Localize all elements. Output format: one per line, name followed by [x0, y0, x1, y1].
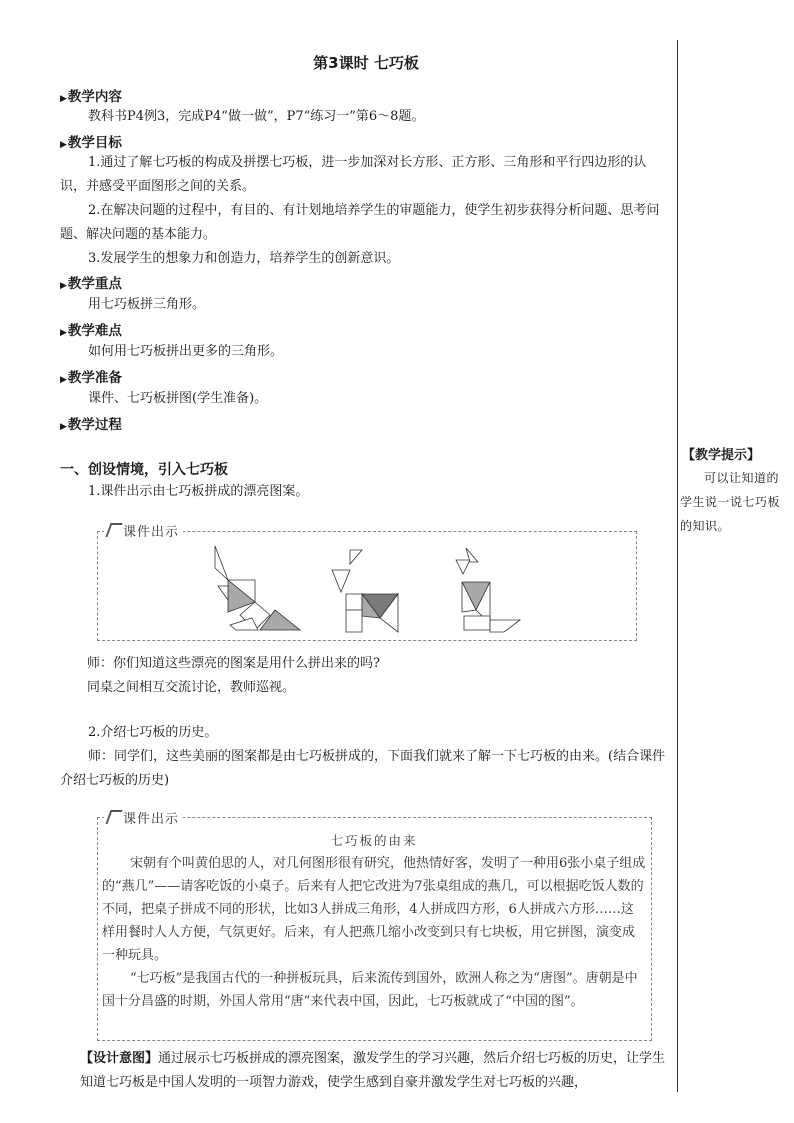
tangram-figure-2	[332, 550, 398, 632]
difficulty-text: 如何用七巧板拼出更多的三角形。	[88, 344, 284, 359]
story-title: 七巧板的由来	[330, 833, 418, 848]
margin-divider	[677, 40, 678, 1092]
tangram-figure-1	[215, 546, 300, 630]
content-text: 教科书P4例3，完成P4“做一做”，P7“练习一”第6～8题。	[88, 109, 425, 124]
triangle-marker-icon: ▶	[60, 328, 67, 338]
courseware-label-1: 课件出示	[104, 521, 183, 540]
triangle-marker-icon: ▶	[60, 375, 67, 385]
sidebar-text: 可以让知道的学生说一说七巧板的知识。	[680, 471, 781, 533]
triangle-marker-icon: ▶	[60, 140, 67, 150]
part1-heading: 一、创设情境，引入七巧板	[60, 462, 228, 478]
prep-text: 课件、七巧板拼图(学生准备)。	[88, 391, 268, 406]
goal-item-1: 1.通过了解七巧板的构成及拼摆七巧板，进一步加深对长方形、正方形、三角形和平行四边形的认识，并感受平面图形之间的关系。	[60, 155, 647, 194]
teacher-intro: 师：同学们，这些美丽的图案都是由七巧板拼成的，下面我们就来了解一下七巧板的由来。(结合课件介绍七巧板的历史)	[60, 749, 666, 788]
sidebar-heading: 【教学提示】	[682, 448, 761, 463]
clip-icon	[105, 810, 122, 824]
triangle-marker-icon: ▶	[60, 281, 67, 291]
design-intent	[80, 1047, 674, 1095]
story-paragraph-2: “七巧板”是我国古代的一种拼板玩具，后来流传到国外，欧洲人称之为“唐图”。唐朝是中国十分昌盛的时期，外国人常用“唐”来代表中国，因此，七巧板就成了“中国的图”。	[102, 971, 638, 1009]
story-paragraph-1: 宋朝有个叫黄伯思的人，对几何图形很有研究，他热情好客，发明了一种用6张小桌子组成的“燕几”——请客吃饭的小桌子。后来有人把它改进为7张桌组成的燕几，可以根据吃饭人数的不同，把桌子拼成不同的形状，比如3人拼成三角形，4人拼成四方形，6人拼成六方形……这样用餐时人人方便，气氛更好。后来，有人把燕几缩小改变到只有七块板，用它拼图，演变成一种玩具。	[102, 856, 646, 963]
clip-icon	[105, 523, 122, 537]
key-text: 用七巧板拼三角形。	[88, 297, 206, 312]
part1-step2: 2.介绍七巧板的历史。	[88, 725, 218, 740]
heading-content: ▶教学内容	[60, 89, 122, 105]
heading-key: ▶教学重点	[60, 276, 122, 292]
goal-item-2: 2.在解决问题的过程中，有目的、有计划地培养学生的审题能力，使学生初步获得分析问题、思考问题、解决问题的基本能力。	[60, 203, 660, 242]
tangram-figures	[200, 540, 540, 635]
triangle-marker-icon: ▶	[60, 94, 67, 104]
heading-prep: ▶教学准备	[60, 370, 122, 386]
discussion-note: 同桌之间相互交流讨论，教师巡视。	[87, 680, 296, 695]
part1-step1: 1.课件出示由七巧板拼成的漂亮图案。	[88, 484, 309, 499]
page-title: 第3课时 七巧板	[313, 54, 419, 72]
teacher-question: 师：你们知道这些漂亮的图案是用什么拼出来的吗?	[87, 656, 380, 671]
tangram-figure-3	[456, 548, 520, 632]
courseware-label-2: 课件出示	[104, 808, 183, 827]
heading-process: ▶教学过程	[60, 417, 122, 433]
heading-goals: ▶教学目标	[60, 135, 122, 151]
goal-item-3: 3.发展学生的想象力和创造力，培养学生的创新意识。	[88, 251, 400, 266]
design-intent-label: 【设计意图】	[80, 1051, 159, 1066]
heading-difficulty: ▶教学难点	[60, 323, 122, 339]
design-intent-text: 通过展示七巧板拼成的漂亮图案，激发学生的学习兴趣，然后介绍七巧板的历史，让学生知道七巧板是中国人发明的一项智力游戏，使学生感到自豪并激发学生对七巧板的兴趣，	[80, 1051, 666, 1090]
triangle-marker-icon: ▶	[60, 422, 67, 432]
